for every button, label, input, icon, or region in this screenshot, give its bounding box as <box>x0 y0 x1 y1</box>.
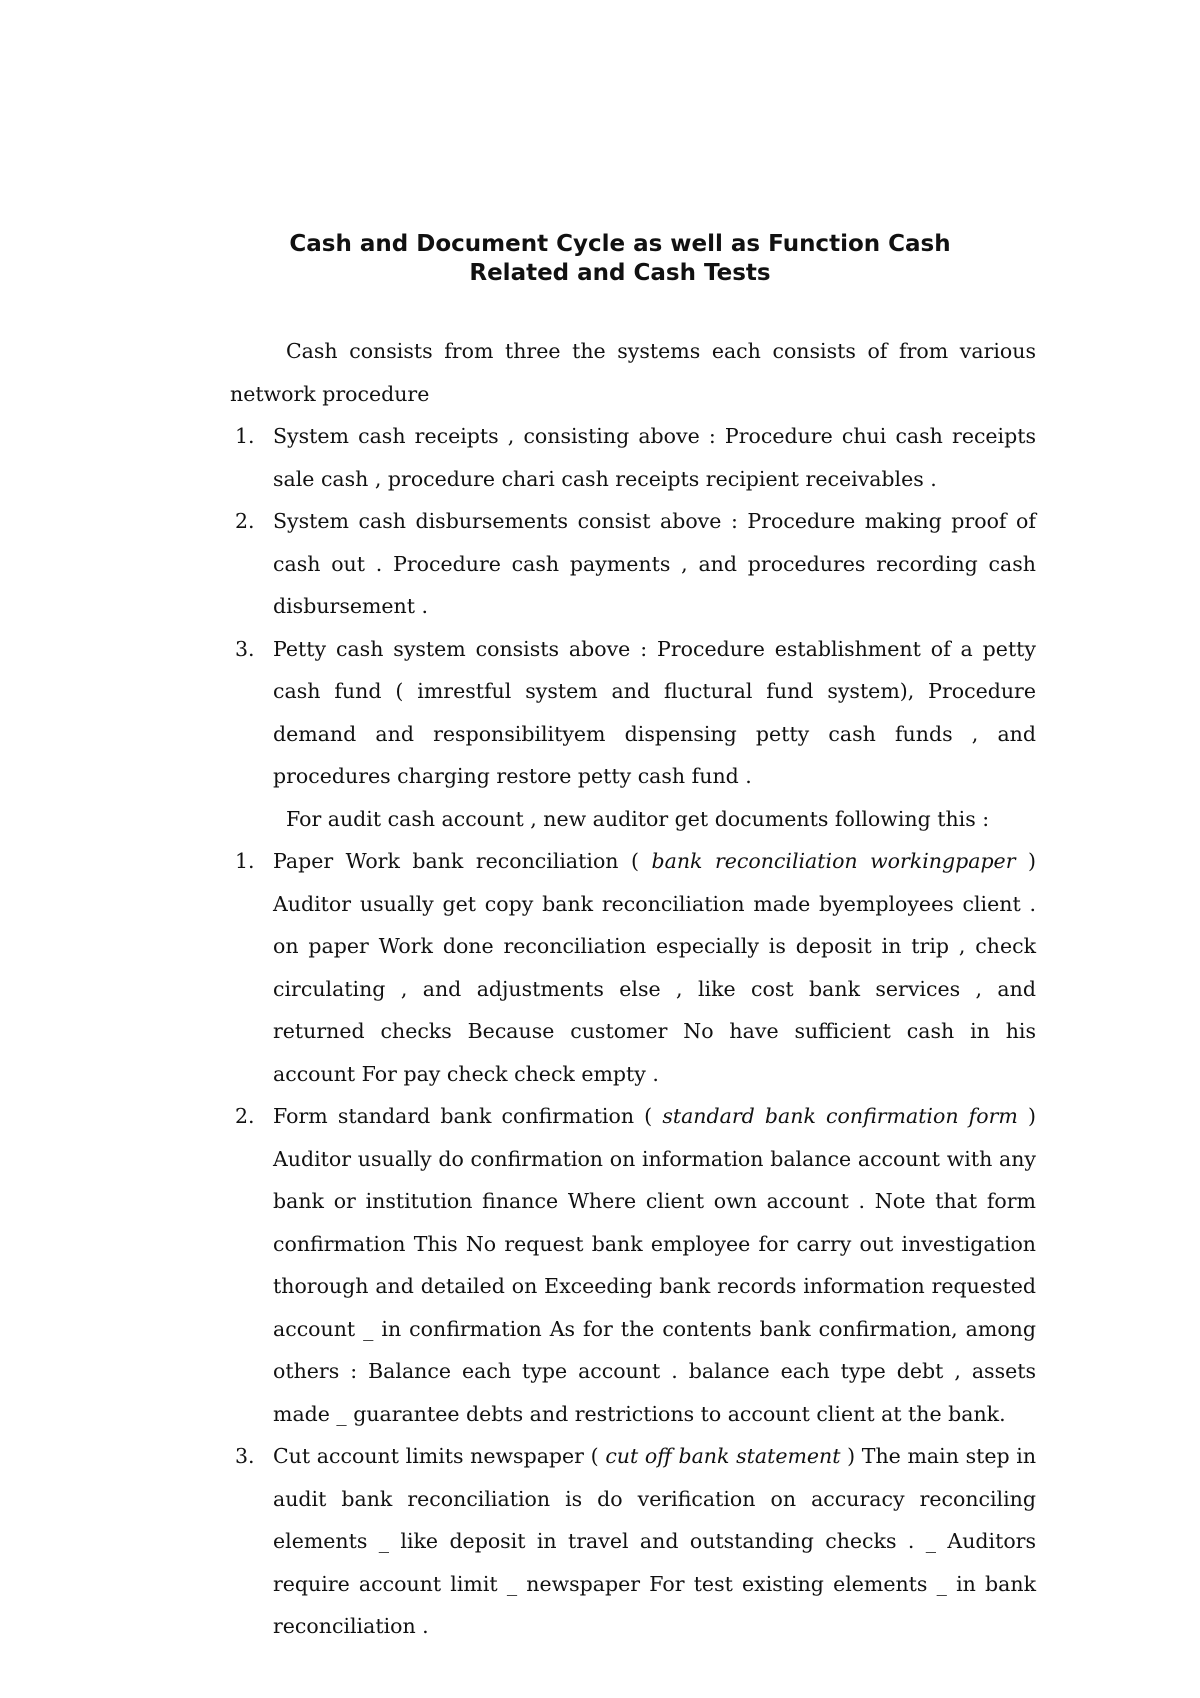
list-number: 1. <box>235 849 255 873</box>
list-item-text: System cash disbursements consist above : Procedure making proof of cash out . Procedure cash payments , and procedures recording cash disbursement . <box>273 509 1036 618</box>
list-item-emphasis: cut off bank statement <box>605 1444 841 1468</box>
document-body <box>230 330 1036 1648</box>
list-item <box>230 1095 1036 1435</box>
list-item-text-after: ) The main step in audit bank reconciliation is do verification on accuracy reconciling elements _ like deposit in travel and outstanding checks . _ Auditors require account limit _ newspaper For test existing elements _ in bank reconciliation . <box>273 1444 1037 1638</box>
list-item-text-before: Form standard bank confirmation ( <box>273 1104 663 1128</box>
intro-paragraph: Cash consists from three the systems each consists of from various network procedure <box>230 339 1036 406</box>
list-item <box>230 628 1036 798</box>
list-item <box>230 500 1036 628</box>
list-item <box>230 415 1036 500</box>
audit-intro-paragraph: For audit cash account , new auditor get documents following this : <box>286 806 990 831</box>
list-item <box>230 1435 1036 1648</box>
list-number: 2. <box>235 1104 255 1128</box>
list-item-text: System cash receipts , consisting above : Procedure chui cash receipts sale cash , procedure chari cash receipts recipient receivables . <box>273 424 1036 491</box>
documents-list <box>230 840 1036 1648</box>
title-line-2: Related and Cash Tests <box>469 260 771 286</box>
list-number: 3. <box>235 636 255 661</box>
list-item-emphasis: bank reconciliation workingpaper <box>651 849 1016 873</box>
list-item-text: Petty cash system consists above : Procedure establishment of a petty cash fund ( imrestful system and fluctural fund system), Procedure demand and responsibilityem dispensing petty cash funds , and procedures charging restore petty cash fund . <box>273 636 1036 788</box>
list-item-text-before: Cut account limits newspaper ( <box>273 1444 606 1468</box>
list-item-text-before: Paper Work bank reconciliation ( <box>273 849 652 873</box>
systems-list <box>230 415 1036 798</box>
list-number: 2. <box>235 509 255 533</box>
title-line-1: Cash and Document Cycle as well as Function Cash <box>289 231 951 257</box>
list-item-text-after: ) Auditor usually get copy bank reconciliation made byemployees client . on paper Work done reconciliation especially is deposit in trip , check circulating , and adjustments else , like cost bank services , and returned checks Because customer No have sufficient cash in his account For pay check check empty . <box>273 849 1036 1086</box>
list-item-emphasis: standard bank confirmation form <box>662 1104 1018 1128</box>
document-title <box>250 230 990 288</box>
list-item-text-after: ) Auditor usually do confirmation on information balance account with any bank or institution finance Where client own account . Note that form confirmation This No request bank employee for carry out investigation thorough and detailed on Exceeding bank records information requested account _ in confirmation As for the contents bank confirmation, among others : Balance each type account . balance each type debt , assets made _ guarantee debts and restrictions to account client at the bank. <box>273 1104 1037 1426</box>
list-number: 3. <box>235 1444 255 1468</box>
list-number: 1. <box>235 424 255 448</box>
list-item <box>230 840 1036 1095</box>
